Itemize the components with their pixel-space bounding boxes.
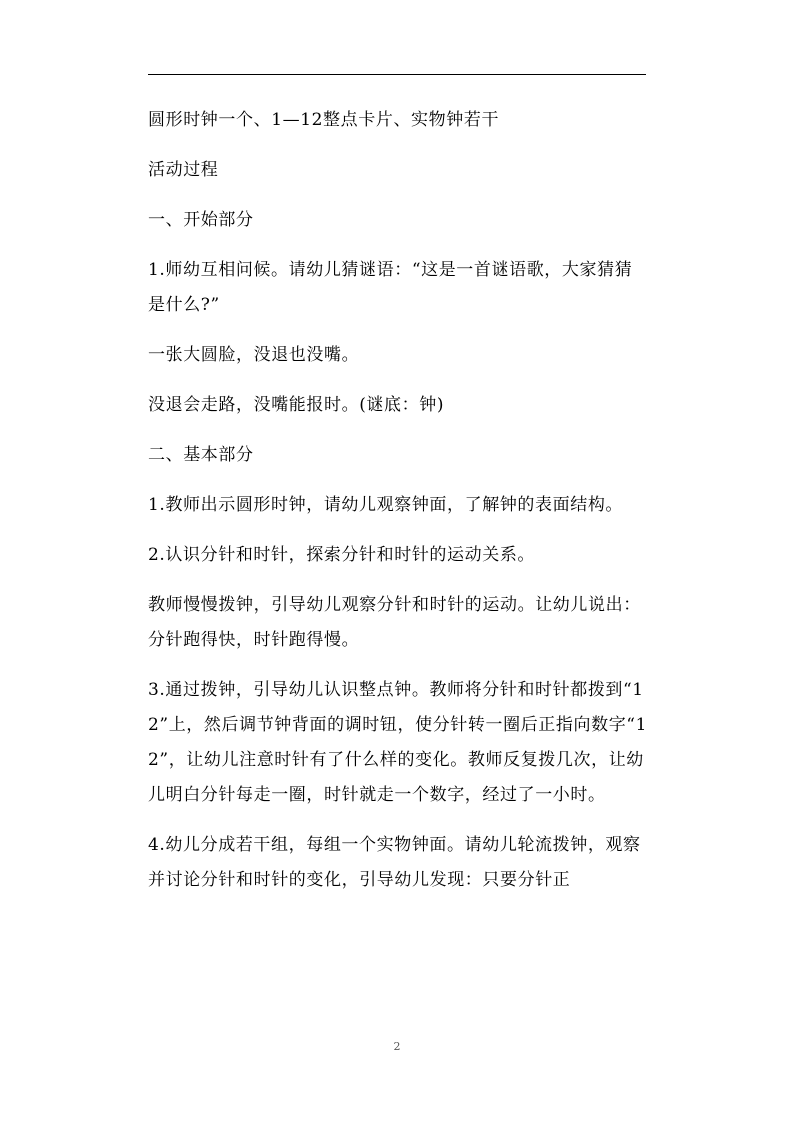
paragraph-step-4: 4.幼儿分成若干组，每组一个实物钟面。请幼儿轮流拨钟，观察并讨论分针和时针的变化，引导幼儿发现：只要分针正: [148, 835, 641, 890]
paragraph-riddle-intro: 1.师幼互相问候。请幼儿猜谜语：“这是一首谜语歌，大家猜猜是什么?”: [148, 260, 633, 315]
document-body: [148, 103, 648, 913]
header-rule: [148, 74, 646, 75]
paragraph-riddle-line-1: 一张大圆脸，没退也没嘴。: [148, 345, 360, 365]
paragraph-step-2-detail: 教师慢慢拨钟，引导幼儿观察分针和时针的运动。让幼儿说出：分针跑得快，时针跑得慢。: [148, 595, 641, 650]
paragraph-materials: 圆形时钟一个、1—12整点卡片、实物钟若干: [148, 110, 500, 130]
page-number: 2: [393, 1040, 401, 1053]
paragraph-step-1: 1.教师出示圆形时钟，请幼儿观察钟面，了解钟的表面结构。: [148, 495, 624, 515]
paragraph-step-3: 3.通过拨钟，引导幼儿认识整点钟。教师将分针和时针都拨到“12”上，然后调节钟背面的调时钮，使分针转一圈后正指向数字“12”，让幼儿注意时针有了什么样的变化。教师反复拨几次，让幼儿明白分针每走一圈，时针就走一个数字，经过了一小时。: [148, 680, 648, 805]
paragraph-step-2: 2.认识分针和时针，探索分针和时针的运动关系。: [148, 545, 536, 565]
heading-start-section: 一、开始部分: [148, 210, 254, 230]
heading-activity-process: 活动过程: [148, 160, 219, 180]
paragraph-riddle-line-2: 没退会走路，没嘴能报时。(谜底：钟): [148, 395, 445, 415]
heading-basic-section: 二、基本部分: [148, 445, 254, 465]
